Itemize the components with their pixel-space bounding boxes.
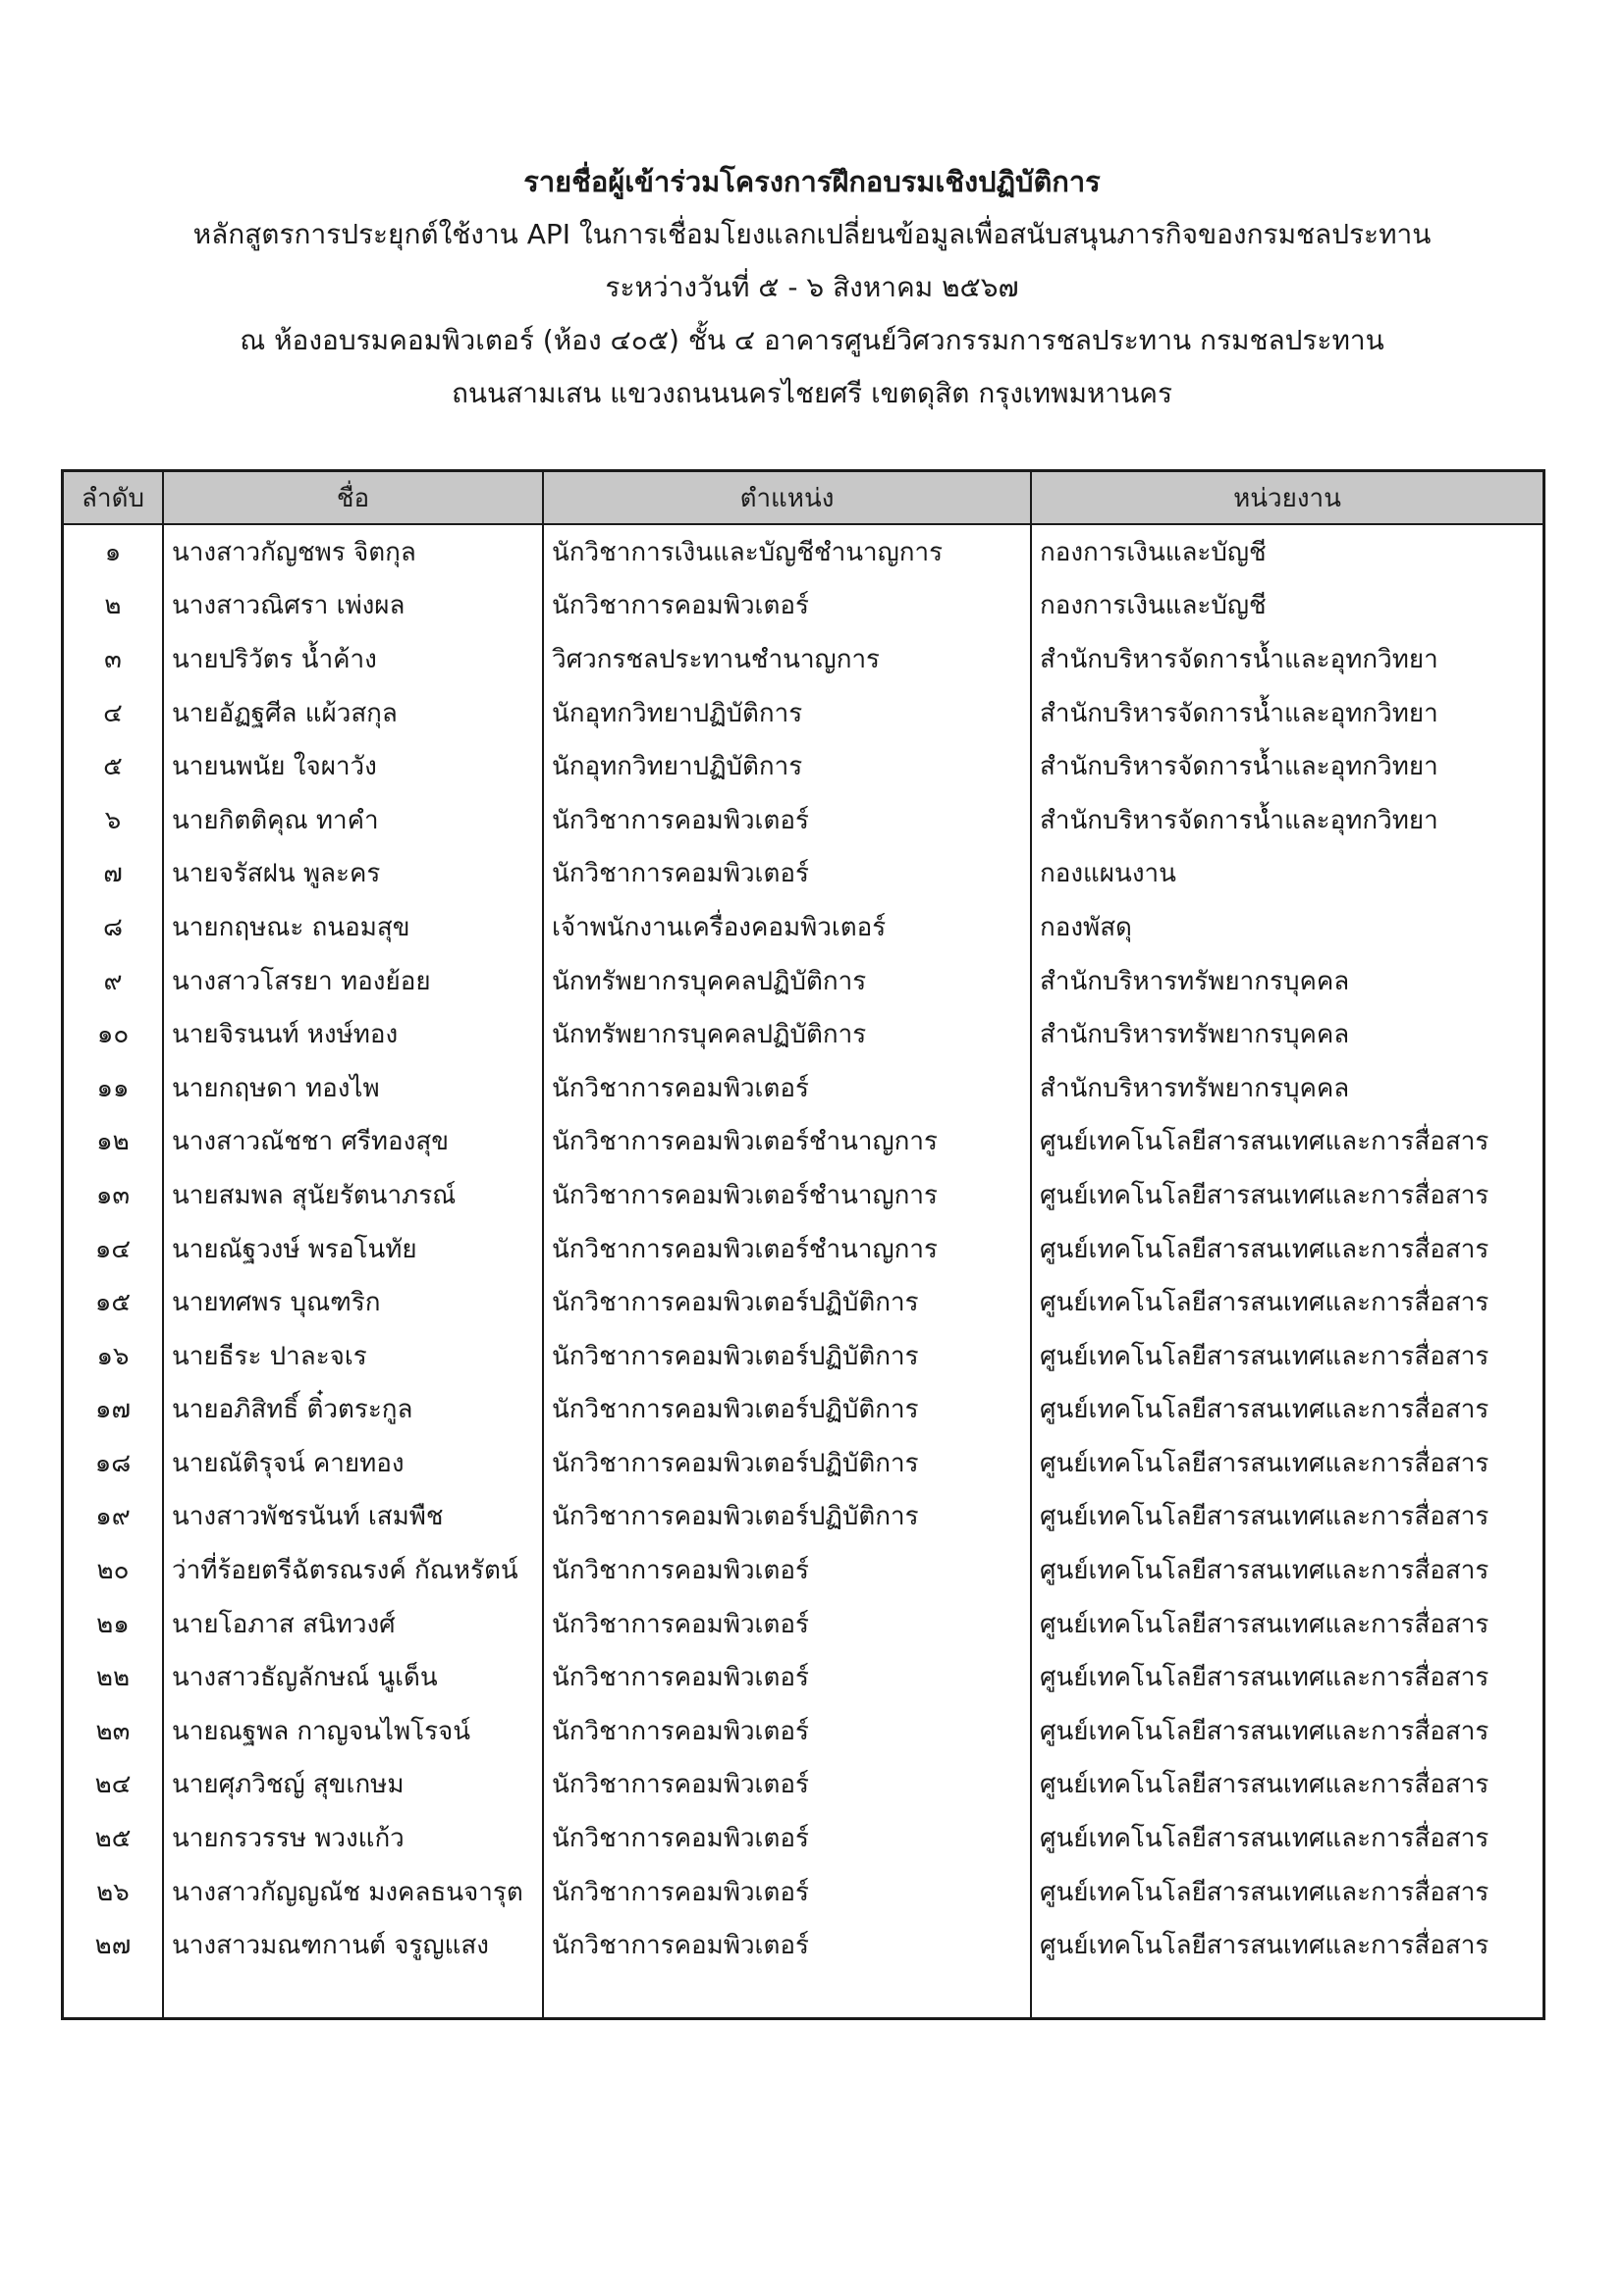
cell-unit: สำนักบริหารทรัพยากรบุคคล [1040, 1020, 1350, 1050]
cell-name: นายอภิสิทธิ์ ติ๋วตระกูล [163, 1383, 543, 1437]
cell-position: นักวิชาการคอมพิวเตอร์ [543, 1865, 1031, 1919]
course-name: หลักสูตรการประยุกต์ใช้งาน API ในการเชื่อมโยงแลกเปลี่ยนข้อมูลเพื่อสนับสนุนภารกิจของกรมชลประทาน [192, 218, 1432, 250]
cell-position: นักวิชาการคอมพิวเตอร์ [543, 1061, 1031, 1115]
table-row [64, 847, 1543, 901]
venue-address: ถนนสามเสน แขวงถนนนครไชยศรี เขตดุสิต กรุงเทพมหานคร [451, 377, 1173, 409]
cell-position: นักวิชาการเงินและบัญชีชำนาญการ [543, 524, 1031, 579]
cell-no: ๒๖ [64, 1865, 163, 1919]
cell-no: ๑๖ [64, 1329, 163, 1383]
table-row [64, 1704, 1543, 1758]
cell-unit: ศูนย์เทคโนโลยีสารสนเทศและการสื่อสาร [1040, 1341, 1489, 1371]
table-header-row [64, 472, 1543, 524]
cell-no: ๑๙ [64, 1490, 163, 1544]
cell-position: นักวิชาการคอมพิวเตอร์ชำนาญการ [543, 1222, 1031, 1276]
cell-position: นักทรัพยากรบุคคลปฏิบัติการ [543, 954, 1031, 1008]
cell-position: นักวิชาการคอมพิวเตอร์ปฏิบัติการ [543, 1383, 1031, 1437]
cell-no: ๒๑ [64, 1597, 163, 1651]
cell-no: ๙ [64, 954, 163, 1008]
table-row [64, 1275, 1543, 1329]
table-row [64, 900, 1543, 954]
cell-position: นักวิชาการคอมพิวเตอร์ชำนาญการ [543, 1168, 1031, 1222]
participants-table [61, 469, 1545, 2020]
cell-position: นักทรัพยากรบุคคลปฏิบัติการ [543, 1007, 1031, 1061]
cell-name: นายสมพล สุนัยรัตนาภรณ์ [163, 1168, 543, 1222]
cell-name: นายณัติรุจน์ คายทอง [163, 1436, 543, 1490]
cell-no: ๖ [64, 793, 163, 847]
empty-cell [543, 1972, 1031, 2020]
column-header-position: ตำแหน่ง [543, 472, 1031, 524]
cell-unit: ศูนย์เทคโนโลยีสารสนเทศและการสื่อสาร [1040, 1127, 1489, 1157]
cell-position: เจ้าพนักงานเครื่องคอมพิวเตอร์ [543, 900, 1031, 954]
cell-unit: ศูนย์เทคโนโลยีสารสนเทศและการสื่อสาร [1040, 1180, 1489, 1210]
table-row [64, 1865, 1543, 1919]
cell-unit: สำนักบริหารทรัพยากรบุคคล [1040, 966, 1350, 996]
cell-position: นักวิชาการคอมพิวเตอร์ [543, 1650, 1031, 1704]
cell-position: นักวิชาการคอมพิวเตอร์ [543, 579, 1031, 633]
cell-no: ๓ [64, 632, 163, 686]
cell-no: ๒๕ [64, 1811, 163, 1865]
cell-name: นางสาวโสรยา ทองย้อย [163, 954, 543, 1008]
cell-unit: ศูนย์เทคโนโลยีสารสนเทศและการสื่อสาร [1040, 1556, 1489, 1586]
table-row [64, 1758, 1543, 1812]
table-row [64, 1918, 1543, 1972]
cell-unit: ศูนย์เทคโนโลยีสารสนเทศและการสื่อสาร [1040, 1716, 1489, 1746]
cell-position: นักวิชาการคอมพิวเตอร์ [543, 1758, 1031, 1812]
cell-position: นักอุทกวิทยาปฏิบัติการ [543, 739, 1031, 793]
table-row [64, 1168, 1543, 1222]
cell-name: นางสาวกัญชพร จิตกุล [163, 524, 543, 579]
document-title: รายชื่อผู้เข้าร่วมโครงการฝึกอบรมเชิงปฏิบัติการ [523, 165, 1101, 198]
cell-name: นางสาวพัชรนันท์ เสมพืช [163, 1490, 543, 1544]
table-row [64, 1115, 1543, 1169]
empty-cell [64, 1972, 163, 2020]
cell-position: นักวิชาการคอมพิวเตอร์ปฏิบัติการ [543, 1436, 1031, 1490]
cell-no: ๑๓ [64, 1168, 163, 1222]
cell-name: นายปริวัตร น้ำค้าง [163, 632, 543, 686]
table-row [64, 1383, 1543, 1437]
cell-unit: ศูนย์เทคโนโลยีสารสนเทศและการสื่อสาร [1040, 1663, 1489, 1693]
table-row [64, 1490, 1543, 1544]
course-date: ระหว่างวันที่ ๕ - ๖ สิงหาคม ๒๕๖๗ [605, 271, 1019, 303]
table-row [64, 1650, 1543, 1704]
cell-unit: ศูนย์เทคโนโลยีสารสนเทศและการสื่อสาร [1040, 1877, 1489, 1907]
cell-name: นายณฐพล กาญจนไพโรจน์ [163, 1704, 543, 1758]
cell-no: ๗ [64, 847, 163, 901]
table-row [64, 1811, 1543, 1865]
cell-unit: ศูนย์เทคโนโลยีสารสนเทศและการสื่อสาร [1040, 1502, 1489, 1532]
cell-no: ๑๔ [64, 1222, 163, 1276]
cell-unit: สำนักบริหารทรัพยากรบุคคล [1040, 1073, 1350, 1103]
cell-unit: สำนักบริหารจัดการน้ำและอุทกวิทยา [1040, 644, 1438, 674]
cell-unit: กองแผนงาน [1040, 859, 1176, 889]
document-header [0, 155, 1624, 420]
table-row [64, 739, 1543, 793]
cell-position: นักวิชาการคอมพิวเตอร์ [543, 1704, 1031, 1758]
cell-no: ๒ [64, 579, 163, 633]
cell-name: นายธีระ ปาละจเร [163, 1329, 543, 1383]
cell-position: วิศวกรชลประทานชำนาญการ [543, 632, 1031, 686]
table-row [64, 1222, 1543, 1276]
cell-name: นายกฤษณะ ถนอมสุข [163, 900, 543, 954]
cell-no: ๑๑ [64, 1061, 163, 1115]
cell-position: นักวิชาการคอมพิวเตอร์ปฏิบัติการ [543, 1275, 1031, 1329]
cell-no: ๑๐ [64, 1007, 163, 1061]
cell-unit: กองพัสดุ [1040, 912, 1132, 942]
cell-no: ๒๐ [64, 1543, 163, 1597]
column-header-unit: หน่วยงาน [1031, 472, 1543, 524]
cell-unit: กองการเงินและบัญชี [1040, 591, 1267, 621]
cell-no: ๑๕ [64, 1275, 163, 1329]
table-row [64, 579, 1543, 633]
cell-no: ๑๘ [64, 1436, 163, 1490]
cell-name: นายโอภาส สนิทวงศ์ [163, 1597, 543, 1651]
cell-name: นายกรวรรษ พวงแก้ว [163, 1811, 543, 1865]
cell-name: นายกิตติคุณ ทาคำ [163, 793, 543, 847]
table-row [64, 793, 1543, 847]
cell-unit: ศูนย์เทคโนโลยีสารสนเทศและการสื่อสาร [1040, 1448, 1489, 1478]
cell-no: ๒๗ [64, 1918, 163, 1972]
cell-position: นักวิชาการคอมพิวเตอร์ชำนาญการ [543, 1115, 1031, 1169]
cell-name: นางสาวณัชชา ศรีทองสุข [163, 1115, 543, 1169]
table-row [64, 686, 1543, 740]
table-row [64, 632, 1543, 686]
cell-name: ว่าที่ร้อยตรีฉัตรณรงค์ กัณหรัตน์ [163, 1543, 543, 1597]
table-row [64, 1329, 1543, 1383]
cell-name: นายณัฐวงษ์ พรอโนทัย [163, 1222, 543, 1276]
table-row [64, 1061, 1543, 1115]
cell-name: นางสาวกัญญณัช มงคลธนจารุต [163, 1865, 543, 1919]
cell-position: นักวิชาการคอมพิวเตอร์ปฏิบัติการ [543, 1329, 1031, 1383]
cell-no: ๘ [64, 900, 163, 954]
cell-name: นางสาวมณฑกานต์ จรูญแสง [163, 1918, 543, 1972]
cell-position: นักวิชาการคอมพิวเตอร์ [543, 1543, 1031, 1597]
column-header-name: ชื่อ [163, 472, 543, 524]
table-row [64, 524, 1543, 579]
cell-position: นักวิชาการคอมพิวเตอร์ [543, 1811, 1031, 1865]
cell-unit: ศูนย์เทคโนโลยีสารสนเทศและการสื่อสาร [1040, 1288, 1489, 1318]
cell-no: ๒๔ [64, 1758, 163, 1812]
table-row [64, 954, 1543, 1008]
cell-name: นายศุภวิชญ์ สุขเกษม [163, 1758, 543, 1812]
cell-unit: ศูนย์เทคโนโลยีสารสนเทศและการสื่อสาร [1040, 1931, 1489, 1961]
column-header-no: ลำดับ [64, 472, 163, 524]
cell-unit: สำนักบริหารจัดการน้ำและอุทกวิทยา [1040, 698, 1438, 728]
cell-unit: สำนักบริหารจัดการน้ำและอุทกวิทยา [1040, 805, 1438, 835]
cell-no: ๑ [64, 524, 163, 579]
table-row [64, 1597, 1543, 1651]
table-row [64, 1436, 1543, 1490]
cell-no: ๕ [64, 739, 163, 793]
cell-name: นายกฤษดา ทองไพ [163, 1061, 543, 1115]
table-empty-row [64, 1972, 1543, 2020]
cell-no: ๔ [64, 686, 163, 740]
cell-name: นายจรัสฝน พูละคร [163, 847, 543, 901]
cell-unit: ศูนย์เทคโนโลยีสารสนเทศและการสื่อสาร [1040, 1234, 1489, 1264]
cell-position: นักวิชาการคอมพิวเตอร์ [543, 1918, 1031, 1972]
cell-name: นายทศพร บุณฑริก [163, 1275, 543, 1329]
cell-position: นักอุทกวิทยาปฏิบัติการ [543, 686, 1031, 740]
cell-no: ๑๗ [64, 1383, 163, 1437]
cell-no: ๒๒ [64, 1650, 163, 1704]
table-row [64, 1543, 1543, 1597]
cell-position: นักวิชาการคอมพิวเตอร์ [543, 1597, 1031, 1651]
empty-cell [1031, 1972, 1543, 2020]
cell-name: นางสาวณิศรา เพ่งผล [163, 579, 543, 633]
cell-no: ๒๓ [64, 1704, 163, 1758]
cell-unit: ศูนย์เทคโนโลยีสารสนเทศและการสื่อสาร [1040, 1770, 1489, 1800]
cell-name: นายนพนัย ใจผาวัง [163, 739, 543, 793]
cell-name: นางสาวธัญลักษณ์ นูเด็น [163, 1650, 543, 1704]
cell-unit: ศูนย์เทคโนโลยีสารสนเทศและการสื่อสาร [1040, 1395, 1489, 1425]
cell-unit: กองการเงินและบัญชี [1040, 537, 1267, 567]
cell-name: นายอัฏฐศีล แผ้วสกุล [163, 686, 543, 740]
cell-position: นักวิชาการคอมพิวเตอร์ [543, 847, 1031, 901]
table-row [64, 1007, 1543, 1061]
cell-position: นักวิชาการคอมพิวเตอร์ปฏิบัติการ [543, 1490, 1031, 1544]
table-body [64, 524, 1543, 2020]
cell-unit: สำนักบริหารจัดการน้ำและอุทกวิทยา [1040, 752, 1438, 782]
cell-no: ๑๒ [64, 1115, 163, 1169]
cell-unit: ศูนย์เทคโนโลยีสารสนเทศและการสื่อสาร [1040, 1609, 1489, 1639]
empty-cell [163, 1972, 543, 2020]
cell-position: นักวิชาการคอมพิวเตอร์ [543, 793, 1031, 847]
cell-name: นายจิรนนท์ หงษ์ทอง [163, 1007, 543, 1061]
course-venue: ณ ห้องอบรมคอมพิวเตอร์ (ห้อง ๔๐๕) ชั้น ๔ อาคารศูนย์วิศวกรรมการชลประทาน กรมชลประทาน [240, 324, 1384, 356]
cell-unit: ศูนย์เทคโนโลยีสารสนเทศและการสื่อสาร [1040, 1824, 1489, 1854]
